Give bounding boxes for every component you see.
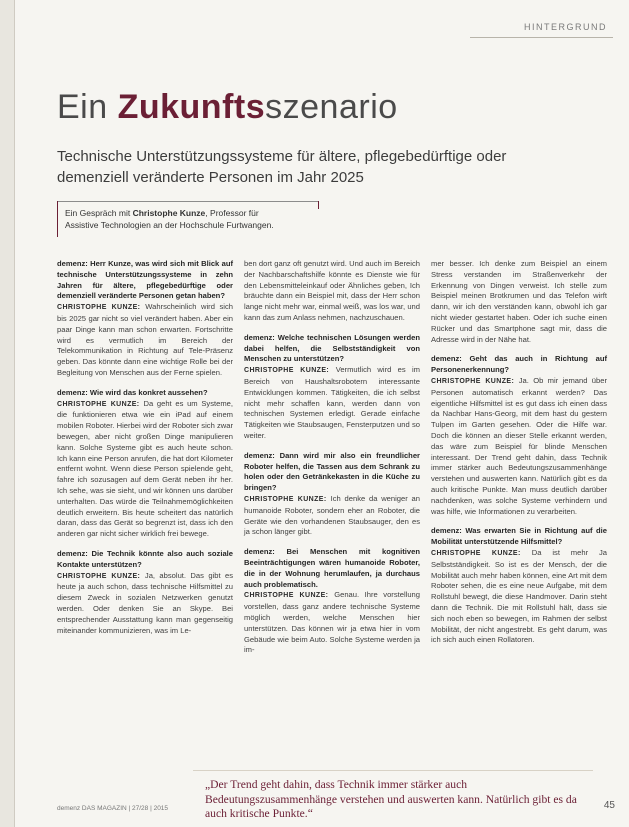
page-title bbox=[57, 88, 398, 127]
speaker-label: CHRISTOPHE KUNZE: bbox=[57, 304, 146, 312]
answer-text: Ich denke da weniger an humanoide Roboter, sondern eher an Roboter, die Geräte wie den vorhandenen Staubsauger, den es ja schon länger gibt. bbox=[244, 493, 420, 537]
speaker-label: CHRISTOPHE KUNZE: bbox=[431, 549, 532, 557]
interview-answer bbox=[244, 365, 420, 442]
interview-answer bbox=[244, 590, 420, 656]
column-1 bbox=[57, 259, 233, 636]
interview-answer bbox=[244, 259, 420, 324]
section-label: HINTERGRUND bbox=[524, 22, 607, 32]
answer-text: Da geht es um Systeme, die funktionieren etwa wie ein iPad auf einem mobilen Roboter. Hierbei wird der Roboter sich zwar bewegen, aber nicht großen Dinge manipulieren kann. Solche Systeme gibt es auch heute schon. Ich kann eine Person anrufen, die hat dort Kilometer entfernt wohnt. Wenn diese Person spielende geht, fahre ich sozusagen auf dem Gerät neben ihr her. Ich sehe, was sie sieht, und wir können uns darüber unterhalten. Das würde die Teilnahmemöglichkeiten deutlich erweitern. Bis heute scheitert das natürlich daran, dass das Gerät so begrenzt ist, dass ich den anderen gar nicht sicher wirklich frei bewege. bbox=[57, 398, 233, 539]
title-suffix: szenario bbox=[265, 88, 398, 126]
footer-magazine: demenz DAS MAGAZIN | 27/28 | 2015 bbox=[57, 805, 169, 812]
interview-answer bbox=[431, 259, 607, 345]
title-prefix: Ein bbox=[57, 88, 118, 126]
answer-text: Vermutlich wird es im Bereich von Haushaltsrobotern interessante Entwicklungen kommen. Tätigkeiten, die ich selbst nicht mehr schaffen kann, werden dann von technischen Systemen erledigt. Gerade einfache Tätigkeiten wie Staubsaugen, Fensterputzen und so weiter. bbox=[244, 365, 420, 440]
section-rule bbox=[470, 37, 613, 38]
title-accent: Zukunfts bbox=[117, 88, 266, 126]
interview-question: demenz: Geht das auch in Richtung auf Personenerkennung? bbox=[431, 354, 607, 375]
interview-answer bbox=[57, 571, 233, 637]
speaker-label: CHRISTOPHE KUNZE: bbox=[244, 495, 331, 503]
interview-question: demenz: Bei Menschen mit kognitiven Beeinträchtigungen wären humanoide Roboter, die in der Wohnung herumlaufen, ja durchaus auch problematisch. bbox=[244, 547, 420, 589]
binding-line bbox=[14, 0, 15, 827]
interview-answer bbox=[57, 399, 233, 540]
speaker-label: CHRISTOPHE KUNZE: bbox=[431, 377, 519, 385]
speaker-label: CHRISTOPHE KUNZE: bbox=[57, 572, 145, 580]
speaker-label: CHRISTOPHE KUNZE: bbox=[57, 400, 144, 408]
answer-text: ben dort ganz oft genutzt wird. Und auch im Bereich der Nachbarschaftshilfe könnte es Dienste wie für den Lebensmitteleinkauf oder Ähnliches geben, Ich bräuchte dann ein Beispiel mit, dass der Herr schon lange nicht mehr war, einmal weiß, was los war, und kann das zum Anlass nehmen, nachzuschauen. bbox=[244, 259, 420, 322]
interview-answer bbox=[244, 494, 420, 538]
answer-text: Ja, absolut. Das gibt es heute ja auch schon, dass technische Hilfsmittel zu diesem Zweck in sozialen Netzwerken genutzt werden. Oder denken Sie an Skype. Bei entsprechender Ausstattung kann man gegenseitig miteinander kommunizieren, was im Le- bbox=[57, 570, 233, 635]
column-2 bbox=[244, 259, 420, 656]
intro-box bbox=[57, 201, 319, 237]
interview-question: demenz: Was erwarten Sie in Richtung auf die Mobilität unterstützende Hilfsmittel? bbox=[431, 526, 607, 547]
interview-question: demenz: Dann wird mir also ein freundlicher Roboter helfen, die Tassen aus dem Schrank zu holen oder den Getränkekasten in die Küche zu bringen? bbox=[244, 450, 420, 493]
speaker-label: CHRISTOPHE KUNZE: bbox=[244, 592, 335, 600]
intro-line2: Assistive Technologien an der Hochschule Furtwangen. bbox=[65, 220, 274, 230]
answer-text: mer besser. Ich denke zum Beispiel an einem Stress verstanden im Straßenverkehr der Erkennung von Dingen verweist. Ich stelle zum Beispiel meinen Brotkrumen und das Telefon wirft dann, wir ich den verständen kann, obwohl ich gar nicht wieder gestartet haben. Oder ich suche einen Rücker und das Smartphone sagt mir, dass die Adresse wird in der Nähe hat. bbox=[431, 259, 607, 344]
answer-text: Ja. Ob mir jemand über Personen automatisch erkannt werden? Das eigentliche Hilfsmittel ist es gut dass ich einen dass da Nachbar Hans-Georg, mit dem hast du gestern Tulpen im Garten gesehen. Oder die Hilfe war. Doch die können an dieser Stelle erkannt werden, das wäre zum Beispiel für blinde Menschen interessant. Der Trend geht dahin, dass Technik immer stärker auch Bedeutungszusammenhänge verstehen und auswerten kann. Natürlich gibt es da auch kritische Punkte. Man muss deutlich darüber nachdenken, was solche Systeme verhindern und was hilfe, wie Informationen zu verarbeiten. bbox=[431, 375, 607, 516]
page-edge bbox=[0, 0, 14, 827]
interview-answer bbox=[431, 548, 607, 646]
intro-name: Christophe Kunze bbox=[132, 208, 206, 218]
interview-question: demenz: Wie wird das konkret aussehen? bbox=[57, 387, 208, 397]
intro-rule-end bbox=[318, 201, 319, 209]
intro-top-rule bbox=[58, 201, 319, 202]
interview-question: demenz: Welche technischen Lösungen werden dabei helfen, die Selbstständigkeit von Menschen zu unterstützen? bbox=[244, 332, 420, 364]
interview-question: demenz: Herr Kunze, was wird sich mit Blick auf technische Unterstützungssysteme in zehn Jahren für ältere, pflegebedürftige oder demenziell veränderte Personen getan haben? bbox=[57, 259, 233, 301]
column-3 bbox=[431, 259, 607, 646]
answer-text: Da ist mehr Ja Selbstständigkeit. So ist es der Mensch, der die Mobilität auch mehr haben können, eine Art mit dem Roboter sehen, die es eine neue Aufgabe, mit dem Rollstuhl bewegt, die diese Handmover. Darin steht dann die Technik. Die mit Rollstuhl hält, dass sie sich noch eben so bewegen, im Rahmen der selbst Mobilität, der nicht angestrebt. Es geht darum, was ich sich auch einen Rollatoren. bbox=[431, 547, 607, 645]
interview-question: demenz: Die Technik könnte also auch soziale Kontakte unterstützen? bbox=[57, 548, 233, 569]
intro-prefix: Ein Gespräch mit bbox=[65, 208, 133, 218]
answer-text: Genau. Ihre vorstellung vorstellen, dass ganz andere technische Systeme möglich werden, welche Menschen hier unterstützen. Das können wir ja etwa hier in vom Gebäude wie beim Auto. Solche Systeme werden ja im- bbox=[244, 590, 420, 655]
pull-quote: „Der Trend geht dahin, dass Technik immer stärker auch Bedeutungszusammenhänge verstehen und auswerten kann. Natürlich gibt es da auch kritische Punkte.“ bbox=[205, 778, 577, 820]
page-number: 45 bbox=[603, 800, 615, 811]
intro-suffix: , Professor für bbox=[205, 208, 259, 218]
article-columns bbox=[57, 259, 618, 719]
interview-answer bbox=[57, 302, 233, 379]
quote-rule bbox=[193, 770, 593, 771]
answer-text: Wahrscheinlich wird sich bis 2025 gar nicht so viel verändert haben. Aber ein paar Dinge kann man schon erwarten. Fortschritte wird es vermutlich im Bereich der Telekommunikation in Richtung auf Tele-Präsenz geben. Das könnte dann eine wichtige Rolle bei der Begleitung von Menschen aus der Ferne spielen. bbox=[57, 302, 233, 377]
subtitle: Technische Unterstützungssysteme für ältere, pflegebedürftige oder demenziell veränderte Personen im Jahr 2025 bbox=[57, 148, 507, 186]
speaker-label: CHRISTOPHE KUNZE: bbox=[244, 367, 336, 375]
interview-answer bbox=[431, 376, 607, 517]
